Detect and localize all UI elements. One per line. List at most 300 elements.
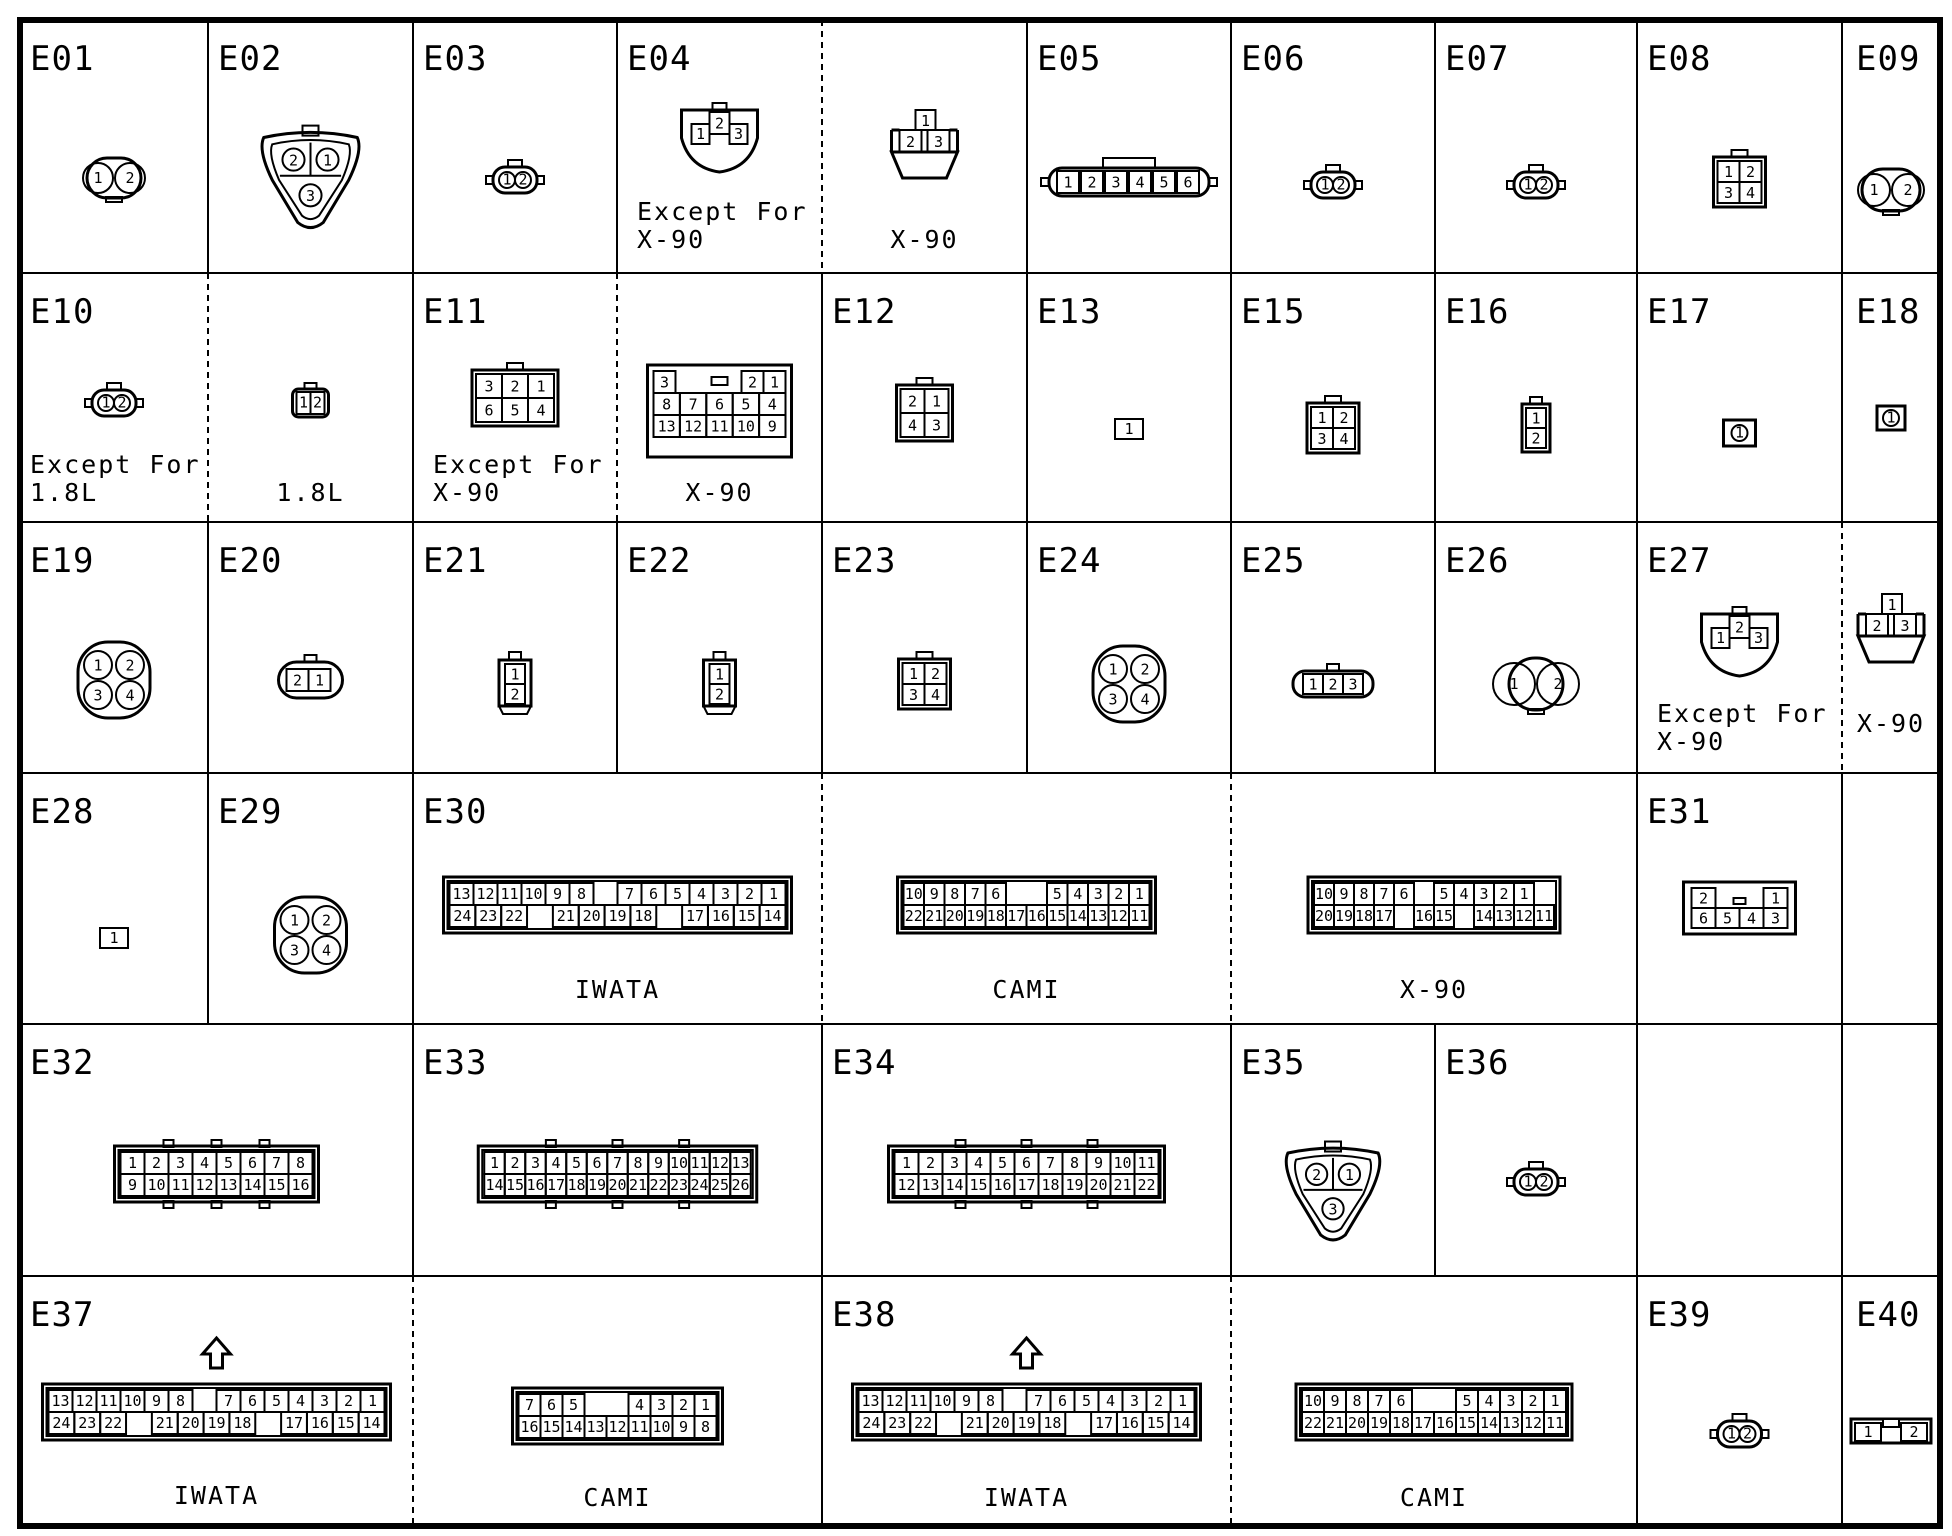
connector-id: E04 bbox=[627, 39, 692, 79]
pin-number: 3 bbox=[1317, 429, 1327, 448]
pin-number: 1 bbox=[93, 656, 103, 675]
pin-number: 24 bbox=[862, 1414, 881, 1433]
pin-number: 7 bbox=[524, 1396, 535, 1415]
pin-number: 6 bbox=[1057, 1392, 1068, 1411]
pin-number: 2 bbox=[907, 392, 918, 411]
pin-number: 9 bbox=[929, 885, 939, 904]
pin-number: 13 bbox=[921, 1176, 940, 1195]
pin-number: 6 bbox=[648, 885, 659, 904]
variant-label: Except For bbox=[30, 450, 201, 479]
pin-number: 11 bbox=[171, 1176, 190, 1195]
pin-number: 2 bbox=[510, 377, 520, 396]
pin-number: 1 bbox=[109, 929, 119, 948]
connector-id: E06 bbox=[1241, 39, 1306, 79]
pin-number: 14 bbox=[1474, 907, 1494, 926]
pin-number: 1 bbox=[1124, 420, 1134, 439]
pin-number: 2 bbox=[1539, 175, 1549, 194]
pin-number: 3 bbox=[1479, 885, 1489, 904]
pin-number: 1 bbox=[1869, 181, 1879, 200]
connector-id: E23 bbox=[832, 541, 897, 581]
pin-number: 16 bbox=[526, 1176, 545, 1195]
connector-id: E29 bbox=[218, 792, 283, 832]
pin-number: 2 bbox=[1531, 429, 1541, 448]
variant-label: X-90 bbox=[685, 478, 754, 507]
pin-number: 17 bbox=[1017, 1176, 1036, 1195]
pin-number: 14 bbox=[564, 1418, 583, 1437]
connector-id: E12 bbox=[832, 292, 897, 332]
connector-e01 bbox=[83, 158, 145, 202]
pin-number: 4 bbox=[1484, 1392, 1494, 1411]
pin-number: 15 bbox=[969, 1176, 988, 1195]
variant-label: IWATA bbox=[173, 1481, 260, 1510]
pin-number: 11 bbox=[1130, 907, 1149, 926]
pin-number: 16 bbox=[1435, 1414, 1455, 1433]
pin-number: 5 bbox=[672, 885, 683, 904]
connector-e09 bbox=[1858, 169, 1924, 215]
pin-number: 15 bbox=[737, 907, 756, 926]
connector-id: E07 bbox=[1445, 39, 1510, 79]
pin-number: 2 bbox=[1528, 1392, 1538, 1411]
variant-label: IWATA bbox=[574, 975, 661, 1004]
pin-number: 4 bbox=[1746, 909, 1757, 928]
connector-id: E16 bbox=[1445, 292, 1510, 332]
pin-number: 3 bbox=[289, 941, 300, 960]
pin-number: 3 bbox=[1753, 629, 1764, 648]
pin-number: 25 bbox=[710, 1176, 730, 1195]
connector-e29 bbox=[275, 897, 347, 973]
pin-number: 13 bbox=[657, 417, 676, 436]
pin-number: 11 bbox=[1534, 907, 1554, 926]
pin-number: 17 bbox=[1095, 1414, 1114, 1433]
pin-number: 1 bbox=[931, 392, 942, 411]
pin-number: 13 bbox=[1501, 1414, 1521, 1433]
pin-number: 2 bbox=[1872, 616, 1882, 635]
pin-number: 26 bbox=[731, 1176, 750, 1195]
pin-number: 14 bbox=[485, 1176, 504, 1195]
pin-number: 8 bbox=[1359, 885, 1369, 904]
connector-e11 bbox=[472, 363, 558, 426]
pin-number: 8 bbox=[295, 1154, 306, 1173]
pin-number: 19 bbox=[1065, 1176, 1084, 1195]
pin-number: 6 bbox=[1396, 1392, 1406, 1411]
connector-e38-iwata bbox=[853, 1384, 1201, 1440]
pin-number: 3 bbox=[656, 1396, 667, 1415]
pin-number: 13 bbox=[861, 1392, 880, 1411]
connector-e32 bbox=[115, 1140, 319, 1208]
pin-number: 18 bbox=[1043, 1414, 1062, 1433]
pin-number: 4 bbox=[767, 395, 777, 414]
pin-number: 16 bbox=[1414, 907, 1434, 926]
pin-number: 5 bbox=[741, 395, 751, 414]
pin-number: 4 bbox=[696, 885, 707, 904]
pin-number: 2 bbox=[1312, 1166, 1322, 1185]
pin-number: 2 bbox=[1114, 885, 1124, 904]
connector-id: E02 bbox=[218, 39, 283, 79]
connector-e40 bbox=[1851, 1419, 1931, 1443]
pin-number: 15 bbox=[1048, 907, 1067, 926]
connector-id: E21 bbox=[423, 541, 488, 581]
pin-number: 2 bbox=[312, 393, 323, 412]
pin-number: 22 bbox=[904, 907, 923, 926]
pin-number: 4 bbox=[973, 1154, 984, 1173]
pin-number: 15 bbox=[1146, 1414, 1165, 1433]
connector-e04 bbox=[682, 103, 758, 172]
pin-number: 8 bbox=[633, 1154, 643, 1173]
pin-number: 16 bbox=[1120, 1414, 1139, 1433]
pin-number: 3 bbox=[733, 125, 744, 144]
pin-number: 2 bbox=[714, 114, 725, 133]
pin-number: 2 bbox=[1903, 181, 1913, 200]
connector-e20 bbox=[279, 655, 343, 698]
pin-number: 2 bbox=[1140, 660, 1150, 679]
pin-number: 7 bbox=[1374, 1392, 1384, 1411]
connector-id: E09 bbox=[1856, 39, 1921, 79]
connector-id: E18 bbox=[1856, 292, 1921, 332]
pin-number: 13 bbox=[51, 1392, 70, 1411]
pin-number: 17 bbox=[1413, 1414, 1433, 1433]
connector-id: E32 bbox=[30, 1043, 95, 1083]
pin-number: 17 bbox=[1374, 907, 1394, 926]
pin-number: 1 bbox=[1723, 162, 1734, 181]
pin-number: 18 bbox=[1354, 907, 1374, 926]
pin-number: 3 bbox=[1900, 616, 1910, 635]
pin-number: 4 bbox=[199, 1154, 210, 1173]
pin-number: 19 bbox=[608, 907, 627, 926]
pin-number: 10 bbox=[904, 885, 923, 904]
pin-number: 10 bbox=[524, 885, 543, 904]
connector-e33 bbox=[478, 1140, 757, 1208]
pin-number: 2 bbox=[1336, 175, 1346, 194]
pin-number: 3 bbox=[720, 885, 731, 904]
pin-number: 4 bbox=[321, 941, 332, 960]
pin-number: 6 bbox=[247, 1154, 258, 1173]
pin-number: 6 bbox=[592, 1154, 602, 1173]
pin-number: 5 bbox=[568, 1396, 579, 1415]
pin-number: 3 bbox=[1129, 1392, 1140, 1411]
pin-number: 1 bbox=[1134, 885, 1144, 904]
variant-label: X-90 bbox=[1657, 727, 1726, 756]
pin-number: 10 bbox=[933, 1392, 952, 1411]
pin-number: 20 bbox=[991, 1414, 1010, 1433]
pin-number: 4 bbox=[295, 1392, 306, 1411]
pin-number: 12 bbox=[1514, 907, 1534, 926]
connector-e26 bbox=[1493, 658, 1579, 714]
connector-e37-cami bbox=[513, 1388, 723, 1444]
variant-label: 1.8L bbox=[276, 478, 345, 507]
pin-number: 16 bbox=[310, 1414, 329, 1433]
pin-number: 2 bbox=[1153, 1392, 1164, 1411]
pin-number: 3 bbox=[1770, 909, 1781, 928]
pin-number: 8 bbox=[700, 1418, 711, 1437]
pin-number: 16 bbox=[1027, 907, 1046, 926]
pin-number: 1 bbox=[1863, 1423, 1873, 1442]
pin-number: 18 bbox=[567, 1176, 586, 1195]
connector-e22 bbox=[704, 652, 736, 714]
pin-number: 13 bbox=[219, 1176, 238, 1195]
pin-number: 1 bbox=[1734, 423, 1745, 442]
connector-id: E22 bbox=[627, 541, 692, 581]
pin-number: 13 bbox=[1089, 907, 1108, 926]
pin-number: 2 bbox=[125, 656, 135, 675]
pin-number: 13 bbox=[731, 1154, 750, 1173]
pin-number: 15 bbox=[505, 1176, 525, 1195]
connector-id: E08 bbox=[1647, 39, 1712, 79]
pin-number: 1 bbox=[1770, 889, 1781, 908]
pin-number: 12 bbox=[684, 417, 703, 436]
pin-number: 1 bbox=[1317, 408, 1327, 427]
connector-id: E27 bbox=[1647, 541, 1712, 581]
pin-number: 2 bbox=[510, 1154, 520, 1173]
pin-number: 16 bbox=[993, 1176, 1012, 1195]
pin-number: 5 bbox=[1439, 885, 1449, 904]
connector-e37-iwata bbox=[43, 1384, 391, 1440]
pin-number: 14 bbox=[243, 1176, 262, 1195]
pin-number: 22 bbox=[104, 1414, 123, 1433]
variant-label: Except For bbox=[433, 450, 604, 479]
connector-e15 bbox=[1307, 396, 1359, 453]
connector-id: E30 bbox=[423, 792, 488, 832]
pin-number: 23 bbox=[669, 1176, 689, 1195]
pin-number: 9 bbox=[678, 1418, 689, 1437]
pin-number: 1 bbox=[1063, 173, 1073, 192]
connector-e28 bbox=[100, 928, 128, 948]
pin-number: 1 bbox=[289, 911, 300, 930]
connector-id: E28 bbox=[30, 792, 95, 832]
pin-number: 8 bbox=[985, 1392, 996, 1411]
connector-e12 bbox=[897, 378, 953, 441]
pin-number: 1 bbox=[920, 111, 931, 130]
connector-id: E15 bbox=[1241, 292, 1306, 332]
pin-number: 3 bbox=[1348, 675, 1358, 694]
pin-number: 5 bbox=[571, 1154, 582, 1173]
pin-number: 5 bbox=[1052, 885, 1062, 904]
pin-number: 5 bbox=[1081, 1392, 1092, 1411]
pin-number: 1 bbox=[1887, 595, 1897, 614]
pin-number: 14 bbox=[1068, 907, 1087, 926]
connector-id: E17 bbox=[1647, 292, 1712, 332]
pin-number: 3 bbox=[1108, 690, 1118, 709]
pin-number: 9 bbox=[961, 1392, 972, 1411]
pin-number: 12 bbox=[897, 1176, 916, 1195]
pin-number: 17 bbox=[686, 907, 705, 926]
pin-number: 22 bbox=[1303, 1414, 1323, 1433]
pin-number: 18 bbox=[233, 1414, 252, 1433]
pin-number: 3 bbox=[93, 686, 103, 705]
pin-number: 11 bbox=[909, 1392, 928, 1411]
pin-number: 1 bbox=[1523, 175, 1533, 194]
pin-number: 12 bbox=[1523, 1414, 1543, 1433]
pin-number: 2 bbox=[343, 1392, 354, 1411]
variant-label: Except For bbox=[637, 197, 808, 226]
connector-e04-x90 bbox=[892, 110, 958, 178]
pin-number: 4 bbox=[551, 1154, 561, 1173]
pin-number: 2 bbox=[905, 132, 916, 151]
pin-number: 1 bbox=[367, 1392, 378, 1411]
variant-label: X-90 bbox=[1399, 975, 1469, 1004]
pin-number: 18 bbox=[986, 907, 1005, 926]
pin-number: 2 bbox=[1539, 1172, 1549, 1191]
pin-number: 4 bbox=[1459, 885, 1469, 904]
pin-number: 8 bbox=[1069, 1154, 1080, 1173]
pin-number: 2 bbox=[1553, 675, 1563, 694]
pin-number: 3 bbox=[305, 187, 316, 206]
pin-number: 16 bbox=[711, 907, 730, 926]
pin-number: 9 bbox=[767, 417, 777, 436]
pin-number: 2 bbox=[151, 1154, 162, 1173]
pin-number: 2 bbox=[288, 151, 299, 170]
pin-number: 24 bbox=[52, 1414, 71, 1433]
pin-number: 23 bbox=[479, 907, 498, 926]
connector-id: E01 bbox=[30, 39, 95, 79]
variant-label: CAMI bbox=[992, 975, 1061, 1004]
pin-number: 1 bbox=[1108, 660, 1118, 679]
pin-number: 4 bbox=[1140, 690, 1150, 709]
connector-e30-iwata bbox=[444, 877, 792, 933]
connector-e30-cami bbox=[898, 877, 1156, 933]
pin-number: 19 bbox=[207, 1414, 226, 1433]
pin-number: 9 bbox=[151, 1392, 162, 1411]
pin-number: 1 bbox=[489, 1154, 500, 1173]
pin-number: 1 bbox=[93, 169, 103, 188]
pin-number: 2 bbox=[925, 1154, 936, 1173]
pin-number: 20 bbox=[945, 907, 964, 926]
pin-number: 10 bbox=[123, 1392, 142, 1411]
pin-number: 7 bbox=[1033, 1392, 1044, 1411]
pin-number: 22 bbox=[505, 907, 524, 926]
pin-number: 1 bbox=[1519, 885, 1529, 904]
pin-number: 1 bbox=[769, 373, 780, 392]
pin-number: 11 bbox=[99, 1392, 118, 1411]
pin-number: 4 bbox=[1745, 183, 1756, 202]
connector-e36 bbox=[1507, 1162, 1565, 1195]
pin-number: 6 bbox=[484, 401, 494, 420]
pin-number: 4 bbox=[634, 1396, 645, 1415]
pin-number: 2 bbox=[1745, 162, 1756, 181]
variant-label: IWATA bbox=[983, 1483, 1070, 1512]
pin-number: 2 bbox=[1339, 408, 1349, 427]
pin-number: 1 bbox=[1886, 408, 1896, 427]
pin-number: 2 bbox=[678, 1396, 689, 1415]
connector-id: E35 bbox=[1241, 1043, 1306, 1083]
connector-e10 bbox=[85, 383, 143, 416]
pin-number: 6 bbox=[1021, 1154, 1032, 1173]
pin-number: 6 bbox=[546, 1396, 557, 1415]
variant-label: X-90 bbox=[890, 225, 959, 254]
connector-e06 bbox=[1304, 165, 1362, 198]
pin-number: 4 bbox=[1073, 885, 1083, 904]
connector-id: E19 bbox=[30, 541, 95, 581]
pin-number: 2 bbox=[518, 170, 528, 189]
connector-e11-x90 bbox=[648, 365, 792, 457]
pin-number: 20 bbox=[1314, 907, 1334, 926]
pin-number: 14 bbox=[945, 1176, 964, 1195]
pin-number: 20 bbox=[1347, 1414, 1367, 1433]
pin-number: 15 bbox=[336, 1414, 355, 1433]
pin-number: 7 bbox=[1045, 1154, 1056, 1173]
pin-number: 4 bbox=[907, 416, 918, 435]
connector-e38-cami bbox=[1296, 1384, 1572, 1440]
pin-number: 5 bbox=[997, 1154, 1008, 1173]
pin-number: 15 bbox=[542, 1418, 561, 1437]
variant-label: X-90 bbox=[433, 478, 502, 507]
pin-number: 16 bbox=[520, 1418, 539, 1437]
connector-id: E38 bbox=[832, 1295, 897, 1335]
connector-e10-1-8l bbox=[293, 383, 329, 417]
connector-e16 bbox=[1522, 397, 1550, 452]
pin-number: 7 bbox=[223, 1392, 234, 1411]
connector-e23 bbox=[899, 652, 951, 709]
connector-e05 bbox=[1041, 158, 1217, 196]
pin-number: 1 bbox=[101, 393, 111, 412]
connector-e02 bbox=[262, 126, 359, 228]
pin-number: 10 bbox=[147, 1176, 166, 1195]
pin-number: 21 bbox=[925, 907, 944, 926]
lock-arrow-icon bbox=[203, 1338, 231, 1368]
pin-number: 9 bbox=[1339, 885, 1349, 904]
pin-number: 5 bbox=[1159, 173, 1169, 192]
pin-number: 1 bbox=[298, 393, 309, 412]
pin-number: 2 bbox=[1499, 885, 1509, 904]
connector-e24 bbox=[1093, 646, 1165, 722]
pin-number: 2 bbox=[1698, 889, 1709, 908]
connector-id: E03 bbox=[423, 39, 488, 79]
pin-number: 3 bbox=[484, 377, 494, 396]
connector-e31 bbox=[1684, 882, 1796, 934]
pin-number: 2 bbox=[744, 885, 755, 904]
pin-number: 11 bbox=[710, 417, 729, 436]
pin-number: 1 bbox=[1344, 1166, 1354, 1185]
pin-number: 3 bbox=[1093, 885, 1103, 904]
pin-number: 8 bbox=[1352, 1392, 1362, 1411]
pin-number: 8 bbox=[950, 885, 960, 904]
pin-number: 2 bbox=[321, 911, 332, 930]
pin-number: 6 bbox=[247, 1392, 258, 1411]
pin-number: 3 bbox=[1506, 1392, 1516, 1411]
pin-number: 12 bbox=[885, 1392, 904, 1411]
pin-number: 11 bbox=[690, 1154, 709, 1173]
pin-number: 1 bbox=[700, 1396, 711, 1415]
pin-number: 2 bbox=[510, 685, 520, 704]
connector-id: E13 bbox=[1037, 292, 1102, 332]
pin-number: 2 bbox=[930, 664, 941, 683]
pin-number: 11 bbox=[1137, 1154, 1156, 1173]
pin-number: 3 bbox=[530, 1154, 541, 1173]
pin-number: 18 bbox=[1041, 1176, 1060, 1195]
pin-number: 8 bbox=[662, 395, 672, 414]
pin-number: 3 bbox=[931, 416, 942, 435]
pin-number: 2 bbox=[1742, 1424, 1753, 1443]
connector-e03 bbox=[486, 160, 544, 193]
pin-number: 19 bbox=[966, 907, 985, 926]
connector-e30-x90 bbox=[1308, 877, 1560, 933]
pin-number: 1 bbox=[314, 671, 325, 690]
pin-number: 21 bbox=[628, 1176, 648, 1195]
pin-number: 2 bbox=[117, 393, 127, 412]
pin-number: 14 bbox=[1479, 1414, 1499, 1433]
pin-number: 3 bbox=[659, 373, 670, 392]
connector-id: E26 bbox=[1445, 541, 1510, 581]
pin-number: 6 bbox=[714, 395, 725, 414]
pin-number: 14 bbox=[362, 1414, 381, 1433]
pin-number: 22 bbox=[1137, 1176, 1156, 1195]
pin-number: 1 bbox=[1726, 1424, 1737, 1443]
pin-number: 2 bbox=[1328, 675, 1338, 694]
pin-number: 6 bbox=[991, 885, 1001, 904]
pin-number: 2 bbox=[125, 169, 135, 188]
connector-e08 bbox=[1714, 150, 1766, 207]
pin-number: 1 bbox=[1531, 409, 1541, 428]
pin-number: 6 bbox=[1399, 885, 1409, 904]
